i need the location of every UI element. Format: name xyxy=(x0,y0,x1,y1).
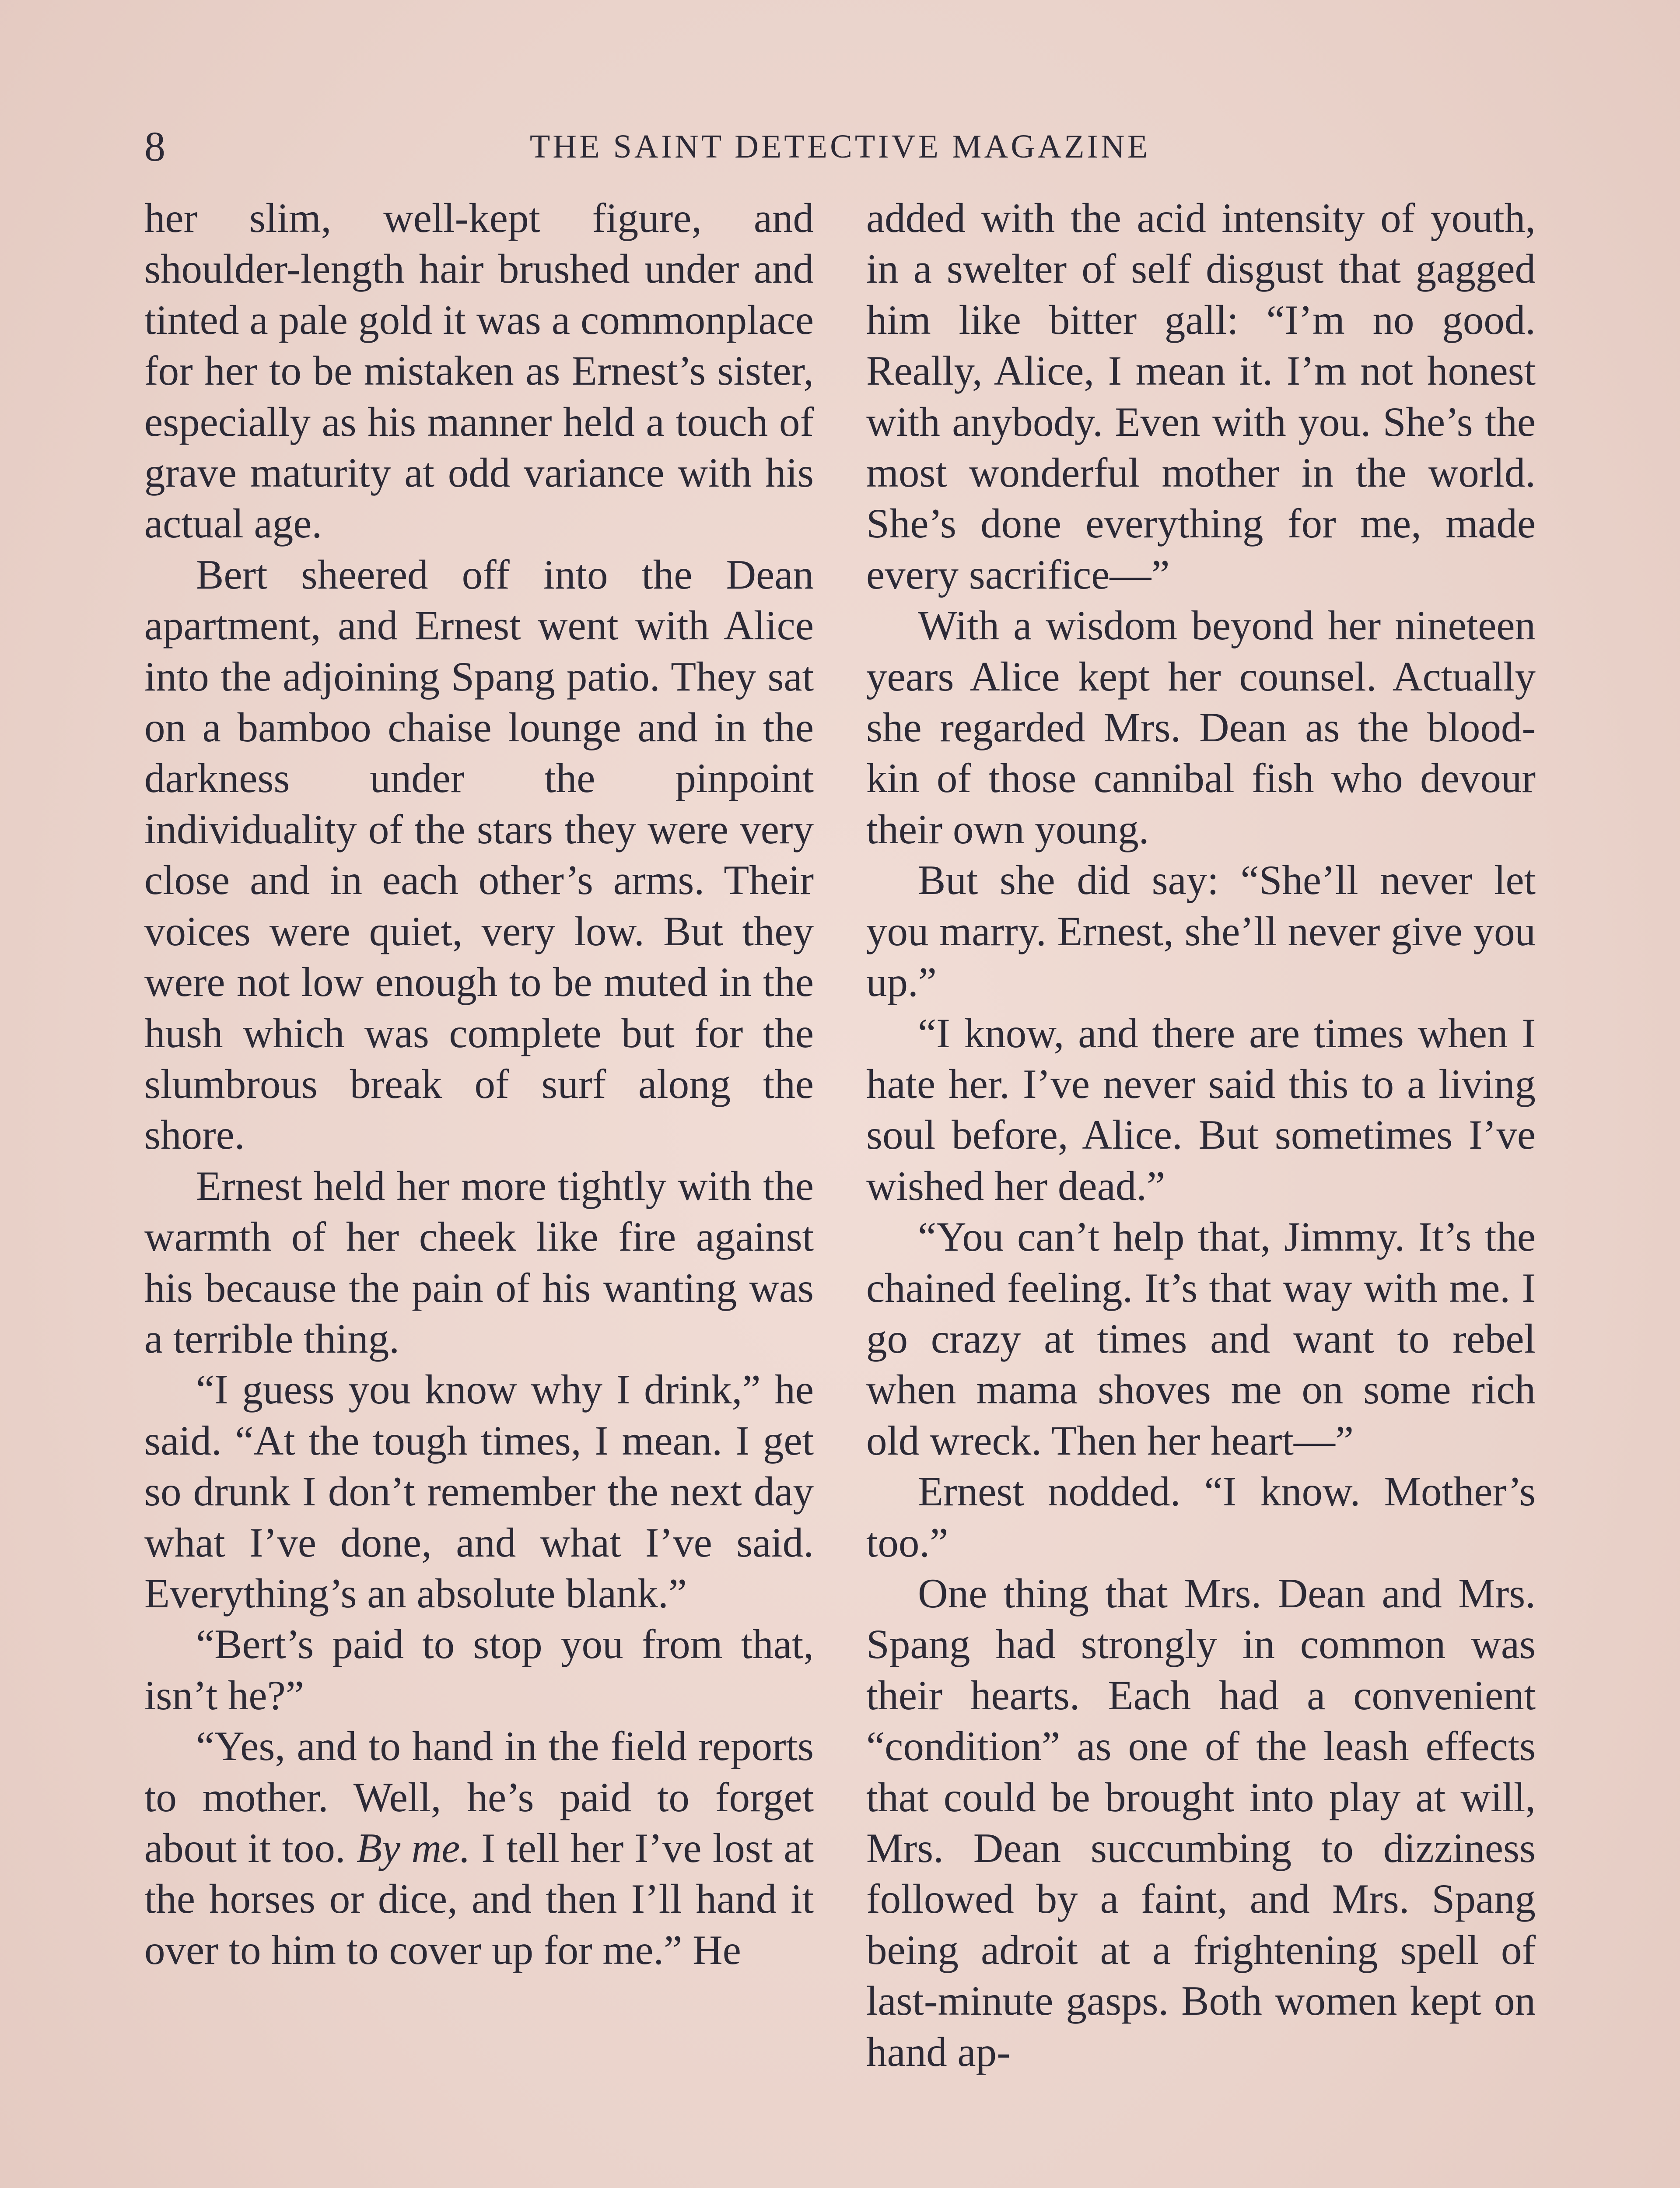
paragraph: “I guess you know why I drink,” he said. “At the tough times, I mean. I get so drunk I don’t remember the next day what I’ve done, and what I’ve said. Everything’s an absolute blank.” xyxy=(144,1366,814,1616)
page-header xyxy=(144,118,1536,175)
paragraph: “You can’t help that, Jimmy. It’s the chained feeling. It’s that way with me. I go crazy at times and want to rebel when mama shoves me on some rich old wreck. Then her heart—” xyxy=(866,1213,1536,1464)
paragraph: One thing that Mrs. Dean and Mrs. Spang had strongly in common was their hearts. Each had a convenient “condition” as one of the leash effects that could be brought into play at will, Mrs. Dean succumbing to dizziness followed by a faint, and Mrs. Spang being adroit at a frightening spell of last-minute gasps. Both women kept on hand ap- xyxy=(866,1570,1536,2075)
paragraph: “I know, and there are times when I hate her. I’ve never said this to a living soul before, Alice. But sometimes I’ve wished her dead.” xyxy=(866,1010,1536,1209)
running-head: THE SAINT DETECTIVE MAGAZINE xyxy=(529,128,1151,165)
paragraph: Ernest nodded. “I know. Mother’s too.” xyxy=(866,1468,1536,1566)
left-text-column xyxy=(144,193,814,1975)
paragraph: “Bert’s paid to stop you from that, isn’t he?” xyxy=(144,1621,814,1718)
paragraph: Ernest held her more tightly with the warmth of her cheek like fire against his because the pain of his wanting was a terrible thing. xyxy=(144,1162,814,1362)
paragraph: “Yes, and to hand in the field reports to mother. Well, he’s paid to forget about it too. By me. I tell her I’ve lost at the horses or dice, and then I’ll hand it over to him to cover up for me.” He xyxy=(144,1723,814,1973)
paragraph: But she did say: “She’ll never let you marry. Ernest, she’ll never give you up.” xyxy=(866,857,1536,1006)
paragraph: Bert sheered off into the Dean apartment, and Ernest went with Alice into the adjoining Spang patio. They sat on a bamboo chaise lounge and in the darkness under the pinpoint individuality of the stars they were very close and in each other’s arms. Their voices were quiet, very low. But they were not low enough to be muted in the hush which was complete but for the slumbrous break of surf along the shore. xyxy=(144,551,814,1158)
paragraph: With a wisdom beyond her nineteen years Alice kept her counsel. Actually she regarded Mrs. Dean as the blood-kin of those cannibal fish who devour their own young. xyxy=(866,602,1536,852)
paragraph: added with the acid intensity of youth, in a swelter of self disgust that gagged him like bitter gall: “I’m no good. Really, Alice, I mean it. I’m not honest with anybody. Even with you. She’s the most wonderful mother in the world. She’s done everything for me, made every sacrifice—” xyxy=(866,195,1536,598)
paragraph: her slim, well-kept figure, and shoulder-length hair brushed under and tinted a pale gold it was a commonplace for her to be mistaken as Ernest’s sister, especially as his manner held a touch of grave maturity at odd variance with his actual age. xyxy=(144,195,814,547)
right-text-column xyxy=(866,193,1536,2077)
page-number: 8 xyxy=(144,123,165,170)
